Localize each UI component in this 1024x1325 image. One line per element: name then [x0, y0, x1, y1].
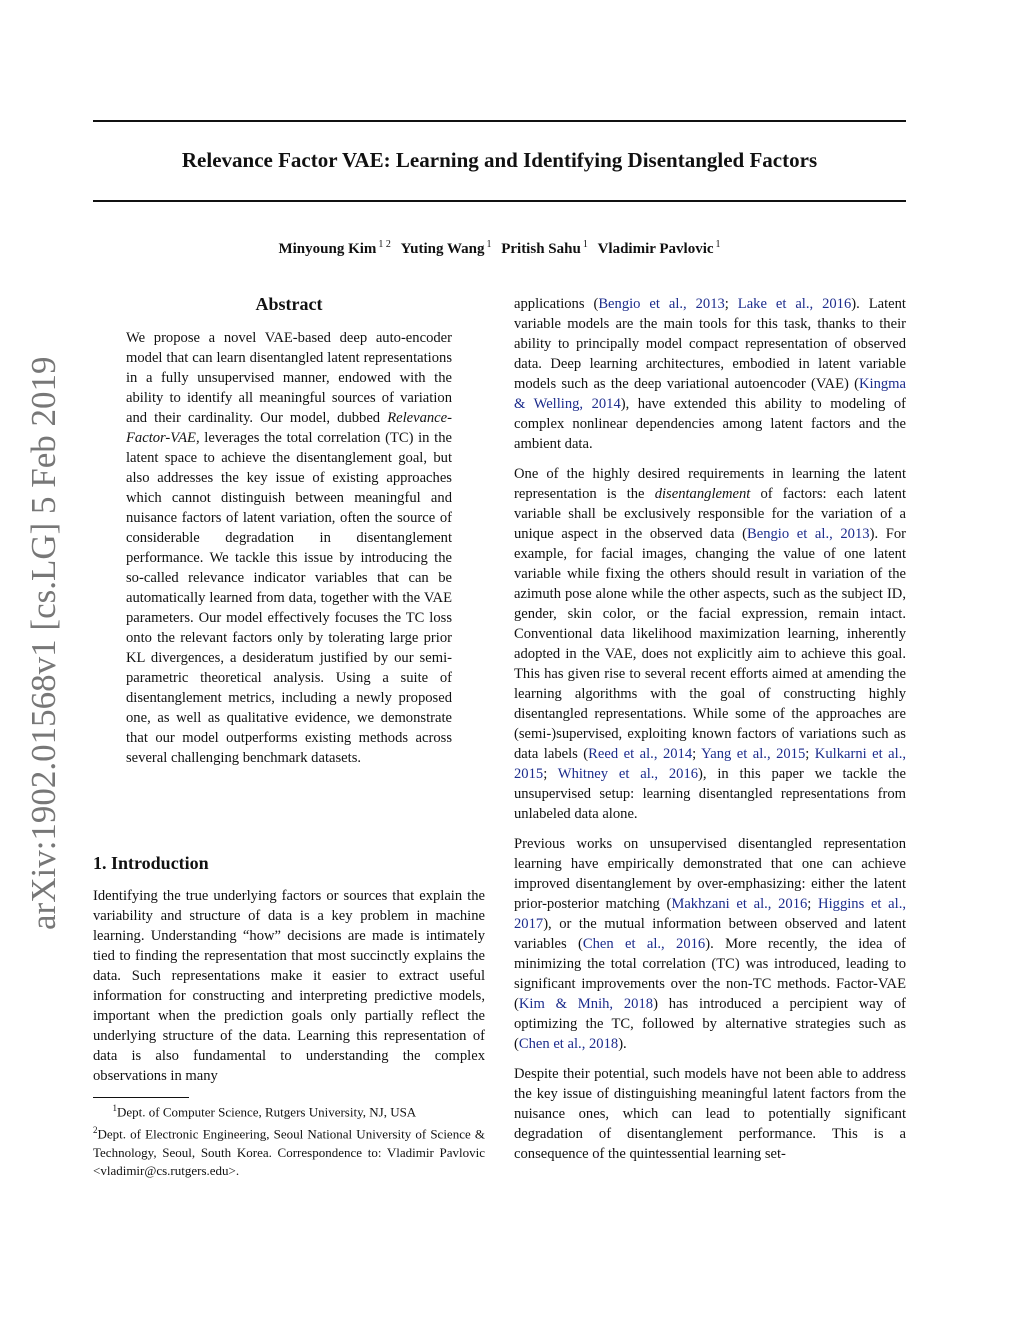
text: ) has introduced a percipient way of optimizing the TC, followed by alternative strategies such as ( [514, 996, 906, 1052]
citation-link[interactable]: Kingma & Welling, 2014 [514, 376, 906, 412]
citation-link[interactable]: Kulkarni et al., 2015 [514, 746, 906, 782]
citation-link[interactable]: Bengio et al., 2013 [598, 296, 725, 312]
abstract-text [126, 328, 452, 768]
author-affiliation: 1 [582, 239, 588, 250]
abstract-heading: Abstract [255, 294, 323, 314]
text: ; [543, 766, 558, 782]
footnote-rule [93, 1097, 189, 1098]
footnote-text: Dept. of Electronic Engineering, Seoul National University of Science & Technology, Seoul, South Korea. Correspondence to: Vladimir Pavlovic <vladimir@cs.rutgers.edu>. [93, 1126, 485, 1178]
text: ), in this paper we tackle the unsupervised setup: learning disentangled representations from unlabeled data alone. [514, 766, 906, 822]
text: ). Latent variable models are the main tools for this task, thanks to their ability to principally model compact representation of observed data. Deep learning architectures, embodied in latent variable models such as the deep variational autoencoder (VAE) ( [514, 296, 906, 392]
author [598, 241, 721, 257]
text: ; [692, 746, 702, 762]
author [501, 241, 588, 257]
citation-link[interactable]: Chen et al., 2018 [518, 1036, 619, 1052]
text: One of the highly desired requirements in learning the latent representation is the [514, 466, 906, 502]
footnote-marker: 1 [112, 1103, 117, 1113]
section-heading-introduction: 1. Introduction [93, 853, 209, 873]
paragraph [514, 294, 906, 454]
author-name: Vladimir Pavlovic [597, 241, 714, 257]
citation-link[interactable]: Whitney et al., 2016 [557, 766, 699, 782]
author-affiliation: 1 [486, 239, 492, 250]
text: Previous works on unsupervised disentangled representation learning have empirically demonstrated that one can achieve improved disentanglement by over-emphasizing: either the latent prior-posterior matching ( [514, 836, 906, 912]
text: ; [805, 746, 815, 762]
text: ). More recently, the idea of minimizing the total correlation (TC) was introduced, leading to significant improvements over the non-TC methods. Factor-VAE ( [514, 936, 906, 1012]
abstract-text-part: We propose a novel VAE-based deep auto-encoder model that can learn disentangled latent representations in a fully unsupervised manner, endowed with the ability to identify all meaningful sources of variation and their cardinality. Our model, dubbed [126, 330, 452, 426]
citation-link[interactable]: Kim & Mnih, 2018 [518, 996, 654, 1012]
text: ), have extended this ability to modeling of complex nonlinear dependencies among latent factors and the ambient data. [514, 396, 906, 452]
author [401, 241, 492, 257]
paragraph [514, 464, 906, 824]
footnote-marker: 2 [93, 1125, 98, 1136]
abstract-text-part: , leverages the total correlation (TC) in the latent space to achieve the disentanglement goal, but also addresses the key issue of existing approaches which cannot distinguish between meaningful and nuisance factors of latent variation, often the source of considerable degradation in disentanglement performance. We tackle this issue by introducing the so-called relevance indicator variables that can be automatically learned from data, together with the VAE parameters. Our model effectively focuses the TC loss onto the relevant factors only by tolerating large prior KL divergences, a desideratum justified by our semi-parametric theoretical analysis. Using a suite of disentanglement metrics, including a newly proposed one, as well as qualitative evidence, we demonstrate that our model outperforms existing methods across several challenging benchmark datasets. [126, 430, 452, 766]
emphasis: disentanglement [654, 486, 751, 502]
author [278, 241, 390, 257]
paper-title: Relevance Factor VAE: Learning and Identifying Disentangled Factors [181, 148, 818, 172]
citation-link[interactable]: Reed et al., 2014 [588, 746, 693, 762]
author-list [93, 234, 906, 260]
right-column [514, 294, 906, 1174]
text: ). For example, for facial images, changing the value of one latent variable while fixing the others should result in variation of the azimuth pose alone while the other aspects, such as the subject ID, gender, skin color, or the facial expression, remain intact. Conventional data likelihood maximization learning, inherently adopted in the VAE, does not explicitly aim to achieve this goal. This has given rise to several recent efforts aimed at amending the learning algorithms with the goal of constructing highly disentangled representations. While some of the approaches are (semi-)supervised, exploiting known factors of variations such as data labels ( [514, 526, 906, 762]
arxiv-stamp[interactable]: arXiv:1902.01568v1 [cs.LG] 5 Feb 2019 [24, 356, 63, 930]
text: applications ( [514, 296, 599, 312]
author-name: Yuting Wang [400, 241, 485, 257]
text: of factors: each latent variable shall be exclusively responsible for the variation of a unique aspect in the observed data ( [514, 486, 907, 542]
citation-link[interactable]: Yang et al., 2015 [701, 746, 806, 762]
citation-link[interactable]: Makhzani et al., 2016 [671, 896, 808, 912]
author-name: Pritish Sahu [501, 241, 581, 257]
text: ; [807, 896, 819, 912]
paragraph [514, 1064, 906, 1164]
title-top-rule [93, 120, 906, 122]
footnote-1 [93, 1099, 485, 1121]
citation-link[interactable]: Bengio et al., 2013 [746, 526, 870, 542]
paragraph [514, 834, 906, 1054]
citation-link[interactable]: Higgins et al., 2017 [514, 896, 906, 932]
citation-link[interactable]: Lake et al., 2016 [737, 296, 852, 312]
footnotes [93, 1099, 485, 1180]
title-bottom-rule [93, 200, 906, 202]
text: ), or the mutual information between observed and latent variables ( [514, 916, 906, 952]
footnote-2 [93, 1121, 485, 1179]
citation-link[interactable]: Chen et al., 2016 [582, 936, 706, 952]
introduction-text: Identifying the true underlying factors or sources that explain the variability and structure of data is a key problem in machine learning. Understanding “how” decisions are made is intimately tied to finding the representation that most succinctly explains the data. Such representations make it easier to extract useful information for constructing and interpreting predictive models, important when the prediction goals only partially reflect the underlying structure of the data. Learning this representation of data is also fundamental to understanding the complex observations in many [93, 888, 485, 1084]
author-name: Minyoung Kim [278, 241, 377, 257]
model-name: Relevance-Factor-VAE [126, 410, 452, 446]
author-affiliation: 1 [715, 239, 721, 250]
text: Despite their potential, such models have not been able to address the key issue of distinguishing meaningful latent factors from the nuisance ones, which can lead to potentially significant degradation of disentanglement performance. This is a consequence of the quintessential learning set- [514, 1066, 906, 1162]
text: ). [618, 1036, 627, 1052]
author-affiliation: 1 2 [378, 239, 391, 250]
text: ; [724, 296, 738, 312]
footnote-text: Dept. of Computer Science, Rutgers University, NJ, USA [117, 1104, 417, 1120]
